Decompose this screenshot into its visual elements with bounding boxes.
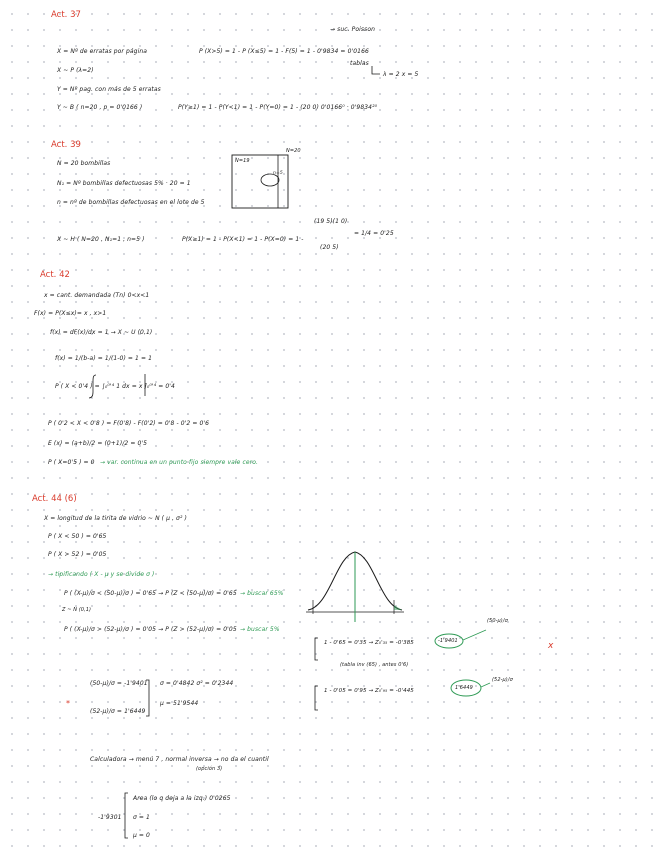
act44-line6-note: → buscar 5% bbox=[240, 626, 280, 633]
calc-brace bbox=[125, 793, 128, 838]
act39-line4-result: P(X≥1) = 1 - P(X<1) = 1 - P(X=0) = 1 - bbox=[182, 236, 304, 243]
act44-line4: → tipificando ( X - μ y se divide σ ) bbox=[48, 571, 155, 578]
act39-frac-result: = 1/4 = 0'25 bbox=[354, 230, 394, 237]
act44-calculator-option: (opción 3) bbox=[196, 766, 223, 772]
act44-line5-note: → buscar 65% bbox=[240, 590, 284, 597]
act44-calculator: Calculadora → menú 7 , normal inversa → no da el cuantil bbox=[90, 756, 269, 763]
act44-circle1-ratio: (50-μ)/σ bbox=[487, 618, 508, 624]
act44-line5: P ( (X-μ)/σ < (50-μ)/σ ) = 0'65 → P (Z < (50-μ)/σ) = 0'65 bbox=[64, 590, 237, 597]
act44-line2: P ( X < 50 ) = 0'65 bbox=[48, 533, 107, 540]
act37-line4-result: P(Y≥1) = 1 - P(Y<1) = 1 - P(Y=0) = 1 - (20 0) 0'0166⁰ · 0'9834²⁰ bbox=[178, 104, 378, 111]
act42-line7: E (x) = (a+b)/2 = (0+1)/2 = 0'5 bbox=[48, 440, 148, 447]
act44-red-star: * bbox=[66, 699, 71, 708]
act37-line4: Y ~ B ( n=20 , p = 0'0166 ) bbox=[57, 104, 143, 111]
act42-title: Act. 42 bbox=[40, 270, 70, 280]
act39-line4: X ~ H ( N=20 , N₁=1 , n=5 ) bbox=[57, 236, 145, 243]
act44-calc-area: Area (lo q deja a la izq.) 0'0265 bbox=[133, 795, 231, 802]
act37-line3: Y = Nº pag. con más de 5 erratas bbox=[57, 86, 161, 93]
act39-title: Act. 39 bbox=[51, 140, 81, 150]
act42-line1: x = cant. demandada (Tn) 0<x<1 bbox=[44, 292, 150, 299]
box-small-label: n=5 bbox=[273, 171, 283, 176]
act44-circle2-value: 1'6449 bbox=[455, 685, 473, 691]
arrow-hook bbox=[372, 66, 380, 74]
act44-circle2-ratio: (52-μ)/σ bbox=[492, 677, 513, 683]
act37-line1: X = Nº de erratas por página bbox=[57, 48, 148, 55]
act44-bracket2-line: 1 - 0'05 = 0'95 → Z₀'₉₅ = -0'445 bbox=[324, 688, 414, 694]
link-2 bbox=[481, 683, 490, 687]
normal-curve bbox=[308, 552, 402, 610]
act37-note-tablas: tablas bbox=[350, 60, 369, 67]
act44-sigma: σ = 0'4842 σ² = 0'2344 bbox=[160, 680, 234, 687]
act44-bracket1-line: 1 - 0'65 = 0'35 → Z₀'₃₅ = -0'385 bbox=[324, 640, 414, 646]
act42-line8-note: → var. continua en un punto fijo siempre vale cero. bbox=[100, 459, 258, 466]
act39-line2: N₁ = Nº bombillas defectuosas 5% · 20 = 1 bbox=[57, 180, 191, 187]
box-top-label: N=20 bbox=[286, 148, 301, 154]
act39-line1: N = 20 bombillas bbox=[57, 160, 111, 167]
act42-line5: P ( X < 0'4 ) = ∫₀⁰'⁴ 1 dx = x ]₀⁰'⁴ = 0'4 bbox=[55, 383, 175, 390]
act44-system1: (50-μ)/σ = -1'9401 bbox=[90, 680, 148, 687]
act39-line3: n = nº de bombillas defectuosas en el lote de 5 bbox=[57, 199, 205, 206]
act44-bracket1-note: (tabla inv (65) , antes 0'6) bbox=[340, 662, 409, 668]
act44-system2: (52-μ)/σ = 1'6449 bbox=[90, 708, 146, 715]
act39-frac-den: (20 5) bbox=[320, 244, 339, 251]
act42-line4: f(x) = 1/(b-a) = 1/(1-0) = 1 = 1 bbox=[55, 355, 153, 362]
act39-frac-num: (19 5)(1 0) bbox=[314, 218, 348, 225]
act44-mu: μ = 51'9544 bbox=[160, 700, 199, 707]
act44-circle1-value: -1'9401 bbox=[438, 638, 458, 644]
tail-shade-right bbox=[394, 605, 402, 610]
act44-line3: P ( X > 52 ) = 0'05 bbox=[48, 551, 107, 558]
act44-z-note: Z ~ N (0,1) bbox=[62, 607, 92, 613]
act44-line1: X = longitud de la tirita de vidrio ~ N ( μ , σ² ) bbox=[44, 515, 187, 522]
bracket-2 bbox=[315, 686, 318, 710]
act37-line1-result: P (X>5) = 1 - P (X≤5) = 1 - F(5) = 1 - 0'9834 = 0'0166 bbox=[199, 48, 369, 55]
bracket-1 bbox=[315, 638, 318, 660]
act42-line8: P ( X=0'5 ) = 0 bbox=[48, 459, 95, 466]
act42-line3: f(x) = dF(x)/dx = 1 → X ~ U (0,1) bbox=[50, 329, 153, 336]
act44-calc-sigma: σ = 1 bbox=[133, 814, 150, 821]
act42-line6: P ( 0'2 < X < 0'8 ) = F(0'8) - F(0'2) = 0'8 - 0'2 = 0'6 bbox=[48, 420, 210, 427]
act44-calc-value: -1'9301 bbox=[98, 814, 122, 821]
act37-line2: X ~ P (λ=2) bbox=[57, 67, 94, 74]
act44-title: Act. 44 (6) bbox=[32, 494, 77, 504]
act37-note-lambda: λ = 2 x = 5 bbox=[383, 71, 419, 78]
act37-note-poisson: → suc. Poisson bbox=[330, 26, 376, 33]
act44-red-x: x bbox=[548, 641, 554, 651]
link-1 bbox=[463, 630, 486, 640]
act42-line2: F(x) = P(X≤x)= x , x>1 bbox=[34, 310, 107, 317]
box-inner-label: N=19 bbox=[235, 158, 250, 164]
act44-calc-mu: μ = 0 bbox=[133, 832, 150, 839]
act44-line6: P ( (X-μ)/σ > (52-μ)/σ ) = 0'05 → P (Z > (52-μ)/σ) = 0'05 bbox=[64, 626, 237, 633]
act37-title: Act. 37 bbox=[51, 10, 81, 20]
